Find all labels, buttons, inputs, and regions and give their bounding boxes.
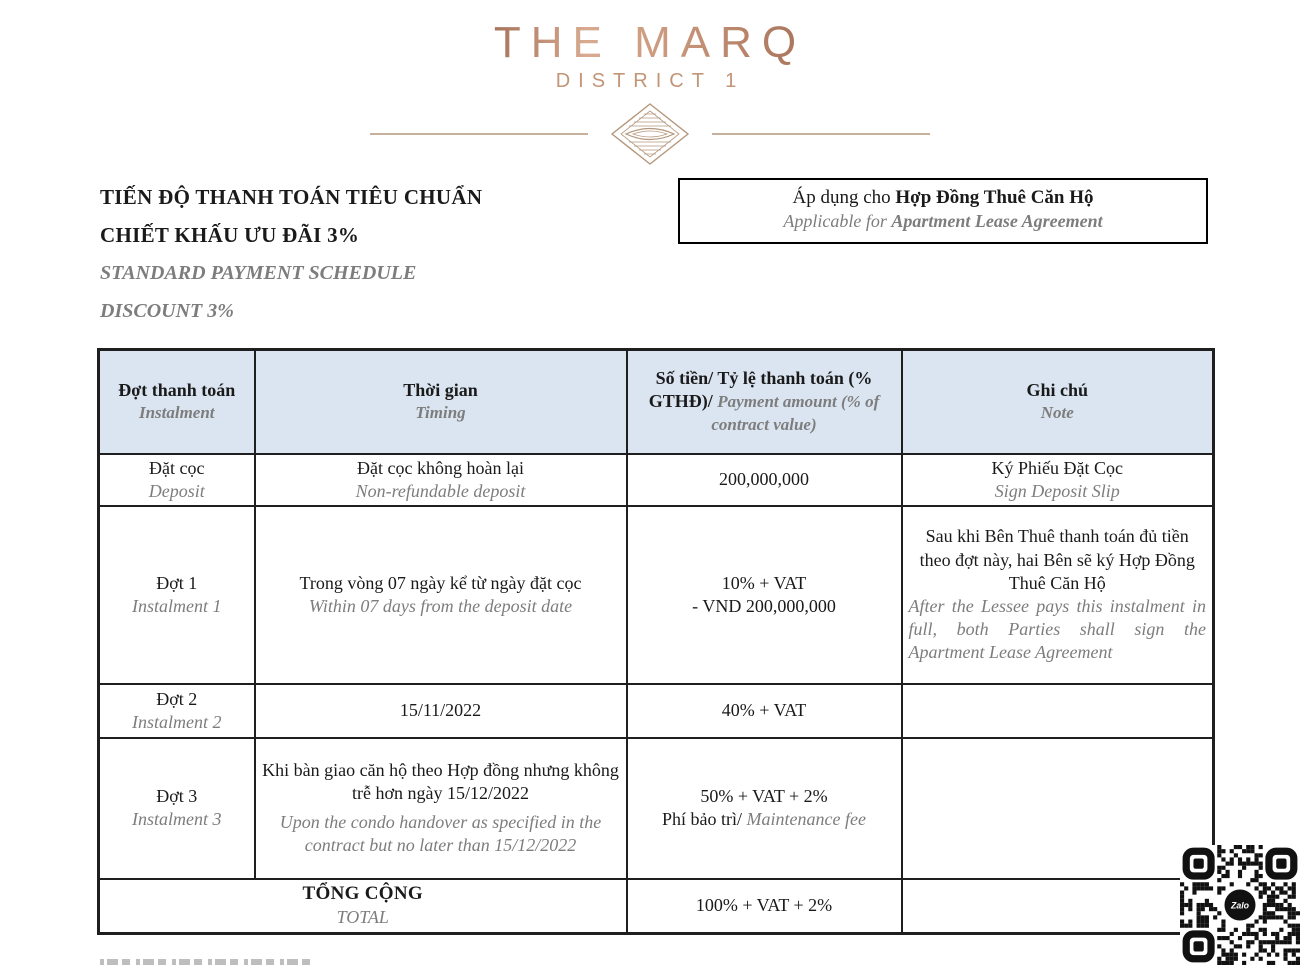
table-row bbox=[99, 684, 1214, 738]
page-title bbox=[100, 178, 660, 330]
cell-amount: 50% + VAT + 2% Phí bảo trì/ Maintenance fee bbox=[627, 738, 902, 879]
title-en-line2: DISCOUNT 3% bbox=[100, 300, 234, 322]
cell-note bbox=[902, 879, 1214, 934]
cell-timing: Khi bàn giao căn hộ theo Hợp đồng nhưng không trễ hơn ngày 15/12/2022 Upon the condo handover as specified in the contract but no later than 15/12/2022 bbox=[255, 738, 627, 879]
title-vi-line1: TIẾN ĐỘ THANH TOÁN TIÊU CHUẨN bbox=[100, 185, 483, 209]
table-total-row bbox=[99, 879, 1214, 934]
title-vi-line2: CHIẾT KHẤU ƯU ĐÃI 3% bbox=[100, 223, 360, 247]
cell-amount: 40% + VAT bbox=[627, 684, 902, 738]
cell-instalment: Đợt 2 Instalment 2 bbox=[99, 684, 255, 738]
table-row bbox=[99, 506, 1214, 684]
applicability-vi: Áp dụng cho Hợp Đồng Thuê Căn Hộ bbox=[792, 187, 1094, 208]
payment-schedule-table bbox=[97, 348, 1215, 935]
header-timing: Thời gian Timing bbox=[255, 350, 627, 454]
cell-amount: 10% + VAT - VND 200,000,000 bbox=[627, 506, 902, 684]
header-amount: Số tiền/ Tỷ lệ thanh toán (% GTHĐ)/ Payment amount (% of contract value) bbox=[627, 350, 902, 454]
cell-instalment: Đặt cọc Deposit bbox=[99, 454, 255, 506]
cell-note: Sau khi Bên Thuê thanh toán đủ tiền theo đợt này, hai Bên sẽ ký Hợp Đồng Thuê Căn Hộ After the Lessee pays this instalment in full, both Parties shall sign the Apartment Lease Agreement bbox=[902, 506, 1214, 684]
cell-instalment: Đợt 3 Instalment 3 bbox=[99, 738, 255, 879]
cell-timing: 15/11/2022 bbox=[255, 684, 627, 738]
diamond-emblem-icon bbox=[0, 101, 1300, 172]
title-en-line1: STANDARD PAYMENT SCHEDULE bbox=[100, 262, 417, 284]
cell-note bbox=[902, 684, 1214, 738]
cell-total-label: TỔNG CỘNG TOTAL bbox=[99, 879, 627, 934]
cell-instalment: Đợt 1 Instalment 1 bbox=[99, 506, 255, 684]
table-row bbox=[99, 454, 1214, 506]
svg-text:Zalo: Zalo bbox=[1230, 900, 1250, 911]
brand-logo-title: THE MARQ bbox=[493, 18, 807, 67]
applicability-en: Applicable for Apartment Lease Agreement bbox=[783, 211, 1103, 231]
cell-note bbox=[902, 738, 1214, 879]
cell-timing: Trong vòng 07 ngày kể từ ngày đặt cọc Within 07 days from the deposit date bbox=[255, 506, 627, 684]
header-note: Ghi chú Note bbox=[902, 350, 1214, 454]
table-header-row bbox=[99, 350, 1214, 454]
applicability-box bbox=[678, 178, 1208, 244]
brand-logo-subtitle: DISTRICT 1 bbox=[555, 70, 745, 92]
cell-amount: 200,000,000 bbox=[627, 454, 902, 506]
cutoff-text-fragment bbox=[100, 959, 312, 965]
header-instalment: Đợt thanh toán Instalment bbox=[99, 350, 255, 454]
cell-note: Ký Phiếu Đặt Cọc Sign Deposit Slip bbox=[902, 454, 1214, 506]
cell-total-amount: 100% + VAT + 2% bbox=[627, 879, 902, 934]
table-row bbox=[99, 738, 1214, 879]
zalo-qr-code-icon bbox=[1180, 845, 1300, 965]
cell-timing: Đặt cọc không hoàn lại Non-refundable deposit bbox=[255, 454, 627, 506]
brand-logo bbox=[0, 18, 1300, 172]
